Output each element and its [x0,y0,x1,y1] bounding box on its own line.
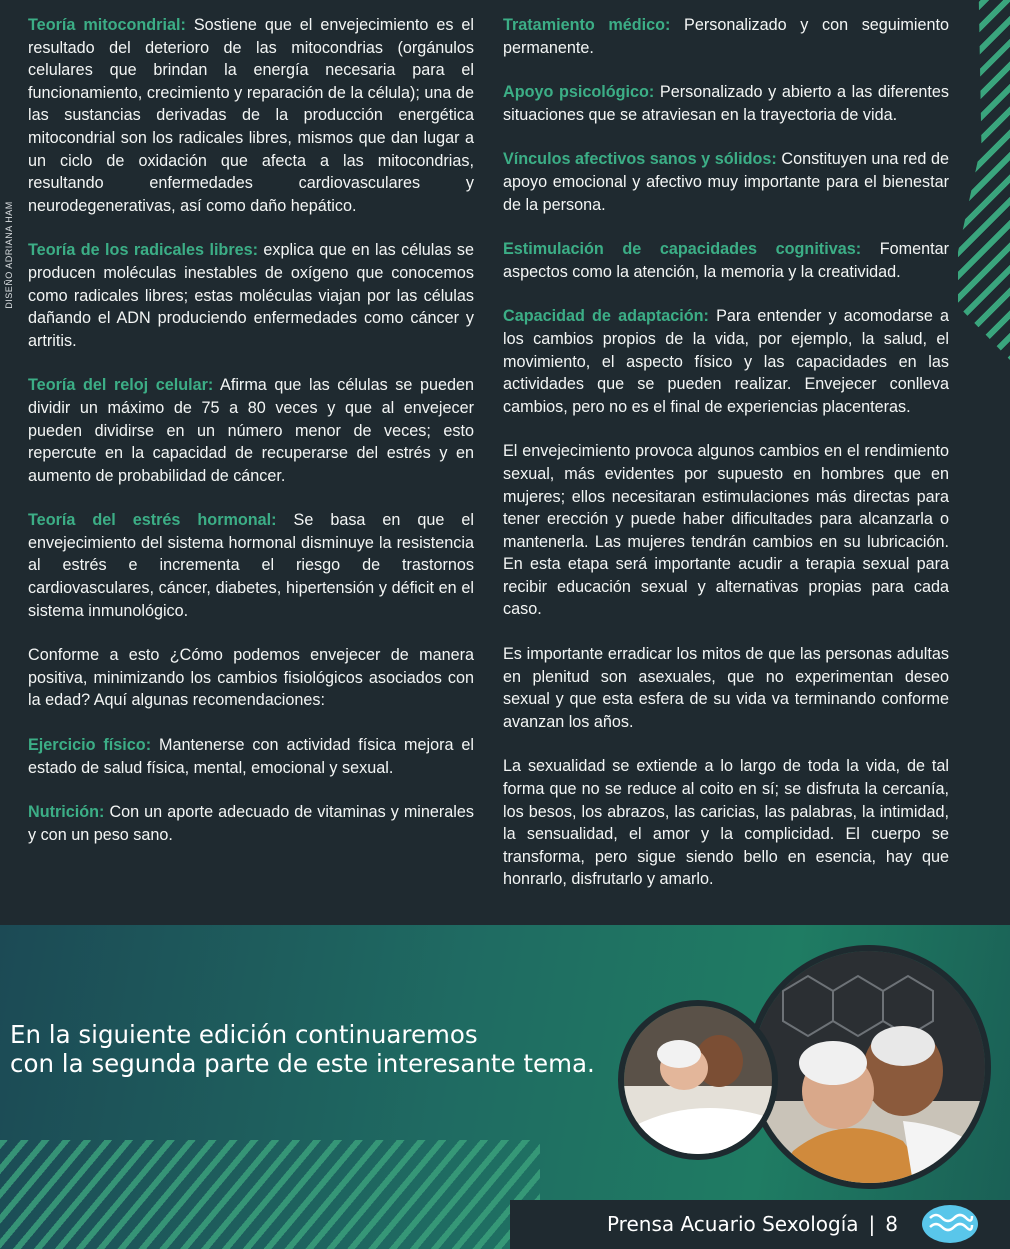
paragraph-text: El envejecimiento provoca algunos cambios en el rendimiento sexual, más evidentes por supuesto en hombres que en mujeres; ellos necesitaran estimulaciones más directas para tener erección y puede haber dificultades para alcanzarla o mantenerla. Las mujeres tendrán cambios en su lubricación. En esta etapa será importante acudir a terapia sexual para recibir educación sexual y alternativas propias para cada caso. [503,442,949,619]
banner-line: En la siguiente edición continuaremos [10,1020,478,1049]
paragraph-estimulacion-cognitiva [503,238,949,283]
paragraph-heading: Ejercicio físico: [28,736,152,755]
paragraph-heading: Teoría del estrés hormonal: [28,511,277,530]
paragraph-text: Personalizado y con seguimiento permanente. [503,16,949,57]
paragraph-text: Para entender y acomodarse a los cambios propios de la vida, por ejemplo, la salud, el movimiento, el aspecto físico y las capacidades en las actividades que se pueden realizar. Envejecer conlleva cambios, pero no es el final de experiencias placenteras. [503,307,949,416]
footer-separator: | [868,1212,876,1236]
couple-photo-large [747,945,991,1189]
page-footer [607,1212,898,1236]
paragraph-text: Conforme a esto ¿Cómo podemos envejecer de manera positiva, minimizando los cambios fisiológicos asociados con la edad? Aquí algunas recomendaciones: [28,646,474,710]
paragraph-text: Con un aporte adecuado de vitaminas y minerales y con un peso sano. [28,803,474,844]
paragraph-text: Personalizado y abierto a las diferentes situaciones que se atraviesan en la trayectoria de vida. [503,83,949,124]
paragraph-text: La sexualidad se extiende a lo largo de toda la vida, de tal forma que no se reduce al coito en sí; se disfruta la cercanía, los besos, los abrazos, las caricias, las palabras, la intimidad, la sensualidad, el amor y la complicidad. El cuerpo se transforma, pero sigue siendo bello en esencia, hay que honrarlo, disfrutarlo y amarlo. [503,757,949,889]
paragraph-ejercicio-fisico [28,734,474,779]
paragraph-teoria-mitocondrial [28,14,474,217]
paragraph-vinculos-afectivos [503,148,949,216]
paragraph-heading: Teoría de los radicales libres: [28,241,259,260]
paragraph-tratamiento-medico [503,14,949,59]
next-edition-message [10,1020,610,1078]
right-column [503,14,949,913]
paragraph-teoria-estres-hormonal [28,509,474,622]
acuario-waves-logo-icon [920,1203,980,1245]
left-column [28,14,474,868]
paragraph-text: Es importante erradicar los mitos de que las personas adultas en plenitud son asexuales, que no experimentan deseo sexual y que esta esfera de su vida va terminando conforme avanzan los años. [503,645,949,731]
paragraph-erradicar-mitos [503,643,949,733]
paragraph-teoria-reloj-celular [28,374,474,487]
paragraph-heading: Vínculos afectivos sanos y sólidos: [503,150,777,169]
paragraph-text: Mantenerse con actividad física mejora el estado de salud física, mental, emocional y sexual. [28,736,474,777]
paragraph-teoria-radicales-libres [28,239,474,352]
page-number: 8 [885,1212,898,1236]
paragraph-text: explica que en las células se producen moléculas inestables de oxígeno que conocemos como radicales libres; estas moléculas viajan por las células dañando el ADN produciendo enfermedades como cáncer y artritis. [28,241,474,350]
couple-photo-small [618,1000,778,1160]
banner-line: con la segunda parte de este interesante tema. [10,1049,595,1078]
photo-illustration [624,1006,772,1154]
design-credit: DISEÑO ADRIANA HAM [4,201,14,309]
publication-name: Prensa Acuario Sexología [606,1212,859,1236]
paragraph-text: Constituyen una red de apoyo emocional y afectivo muy importante para el bienestar de la persona. [503,150,949,214]
paragraph-heading: Teoría del reloj celular: [28,376,214,395]
paragraph-heading: Apoyo psicológico: [503,83,655,102]
paragraph-heading: Tratamiento médico: [503,16,671,34]
paragraph-envejecimiento-cambios [503,440,949,621]
paragraph-apoyo-psicologico [503,81,949,126]
paragraph-heading: Estimulación de capacidades cognitivas: [503,240,862,259]
photo-illustration [753,951,985,1183]
paragraph-conforme [28,644,474,712]
paragraph-text: Fomentar aspectos como la atención, la memoria y la creatividad. [503,240,949,281]
paragraph-text: Sostiene que el envejecimiento es el resultado del deterioro de las mitocondrias (orgánulos celulares que brindan la energía necesaria para el funcionamiento, crecimiento y reparación de la célula); una de las sustancias derivadas de la producción energética mitocondrial son los radicales libres, mismos que dan lugar a un ciclo de oxidación que afecta a las mitocondrias, resultando enfermedades cardiovasculares y neurodegenerativas, así como daño hepático. [28,16,474,215]
paragraph-text: Se basa en que el envejecimiento del sistema hormonal disminuye la resistencia al estrés e incrementa el riesgo de trastornos cardiovasculares, cáncer, diabetes, hipertensión y déficit en el sistema inmunológico. [28,511,474,620]
decorative-stripes-bottom [0,1140,540,1249]
paragraph-heading: Teoría mitocondrial: [28,16,186,34]
paragraph-heading: Nutrición: [28,803,105,822]
paragraph-heading: Capacidad de adaptación: [503,307,709,326]
paragraph-capacidad-adaptacion [503,305,949,418]
paragraph-sexualidad-vida [503,755,949,891]
paragraph-nutricion [28,801,474,846]
paragraph-text: Afirma que las células se pueden dividir un máximo de 75 a 80 veces y que al envejecer pueden dividirse en un número menor de veces; esto repercute en la capacidad de recuperarse del estrés y en aumento de probabilidad de cáncer. [28,376,474,485]
decorative-stripes-top-right [958,0,1010,360]
